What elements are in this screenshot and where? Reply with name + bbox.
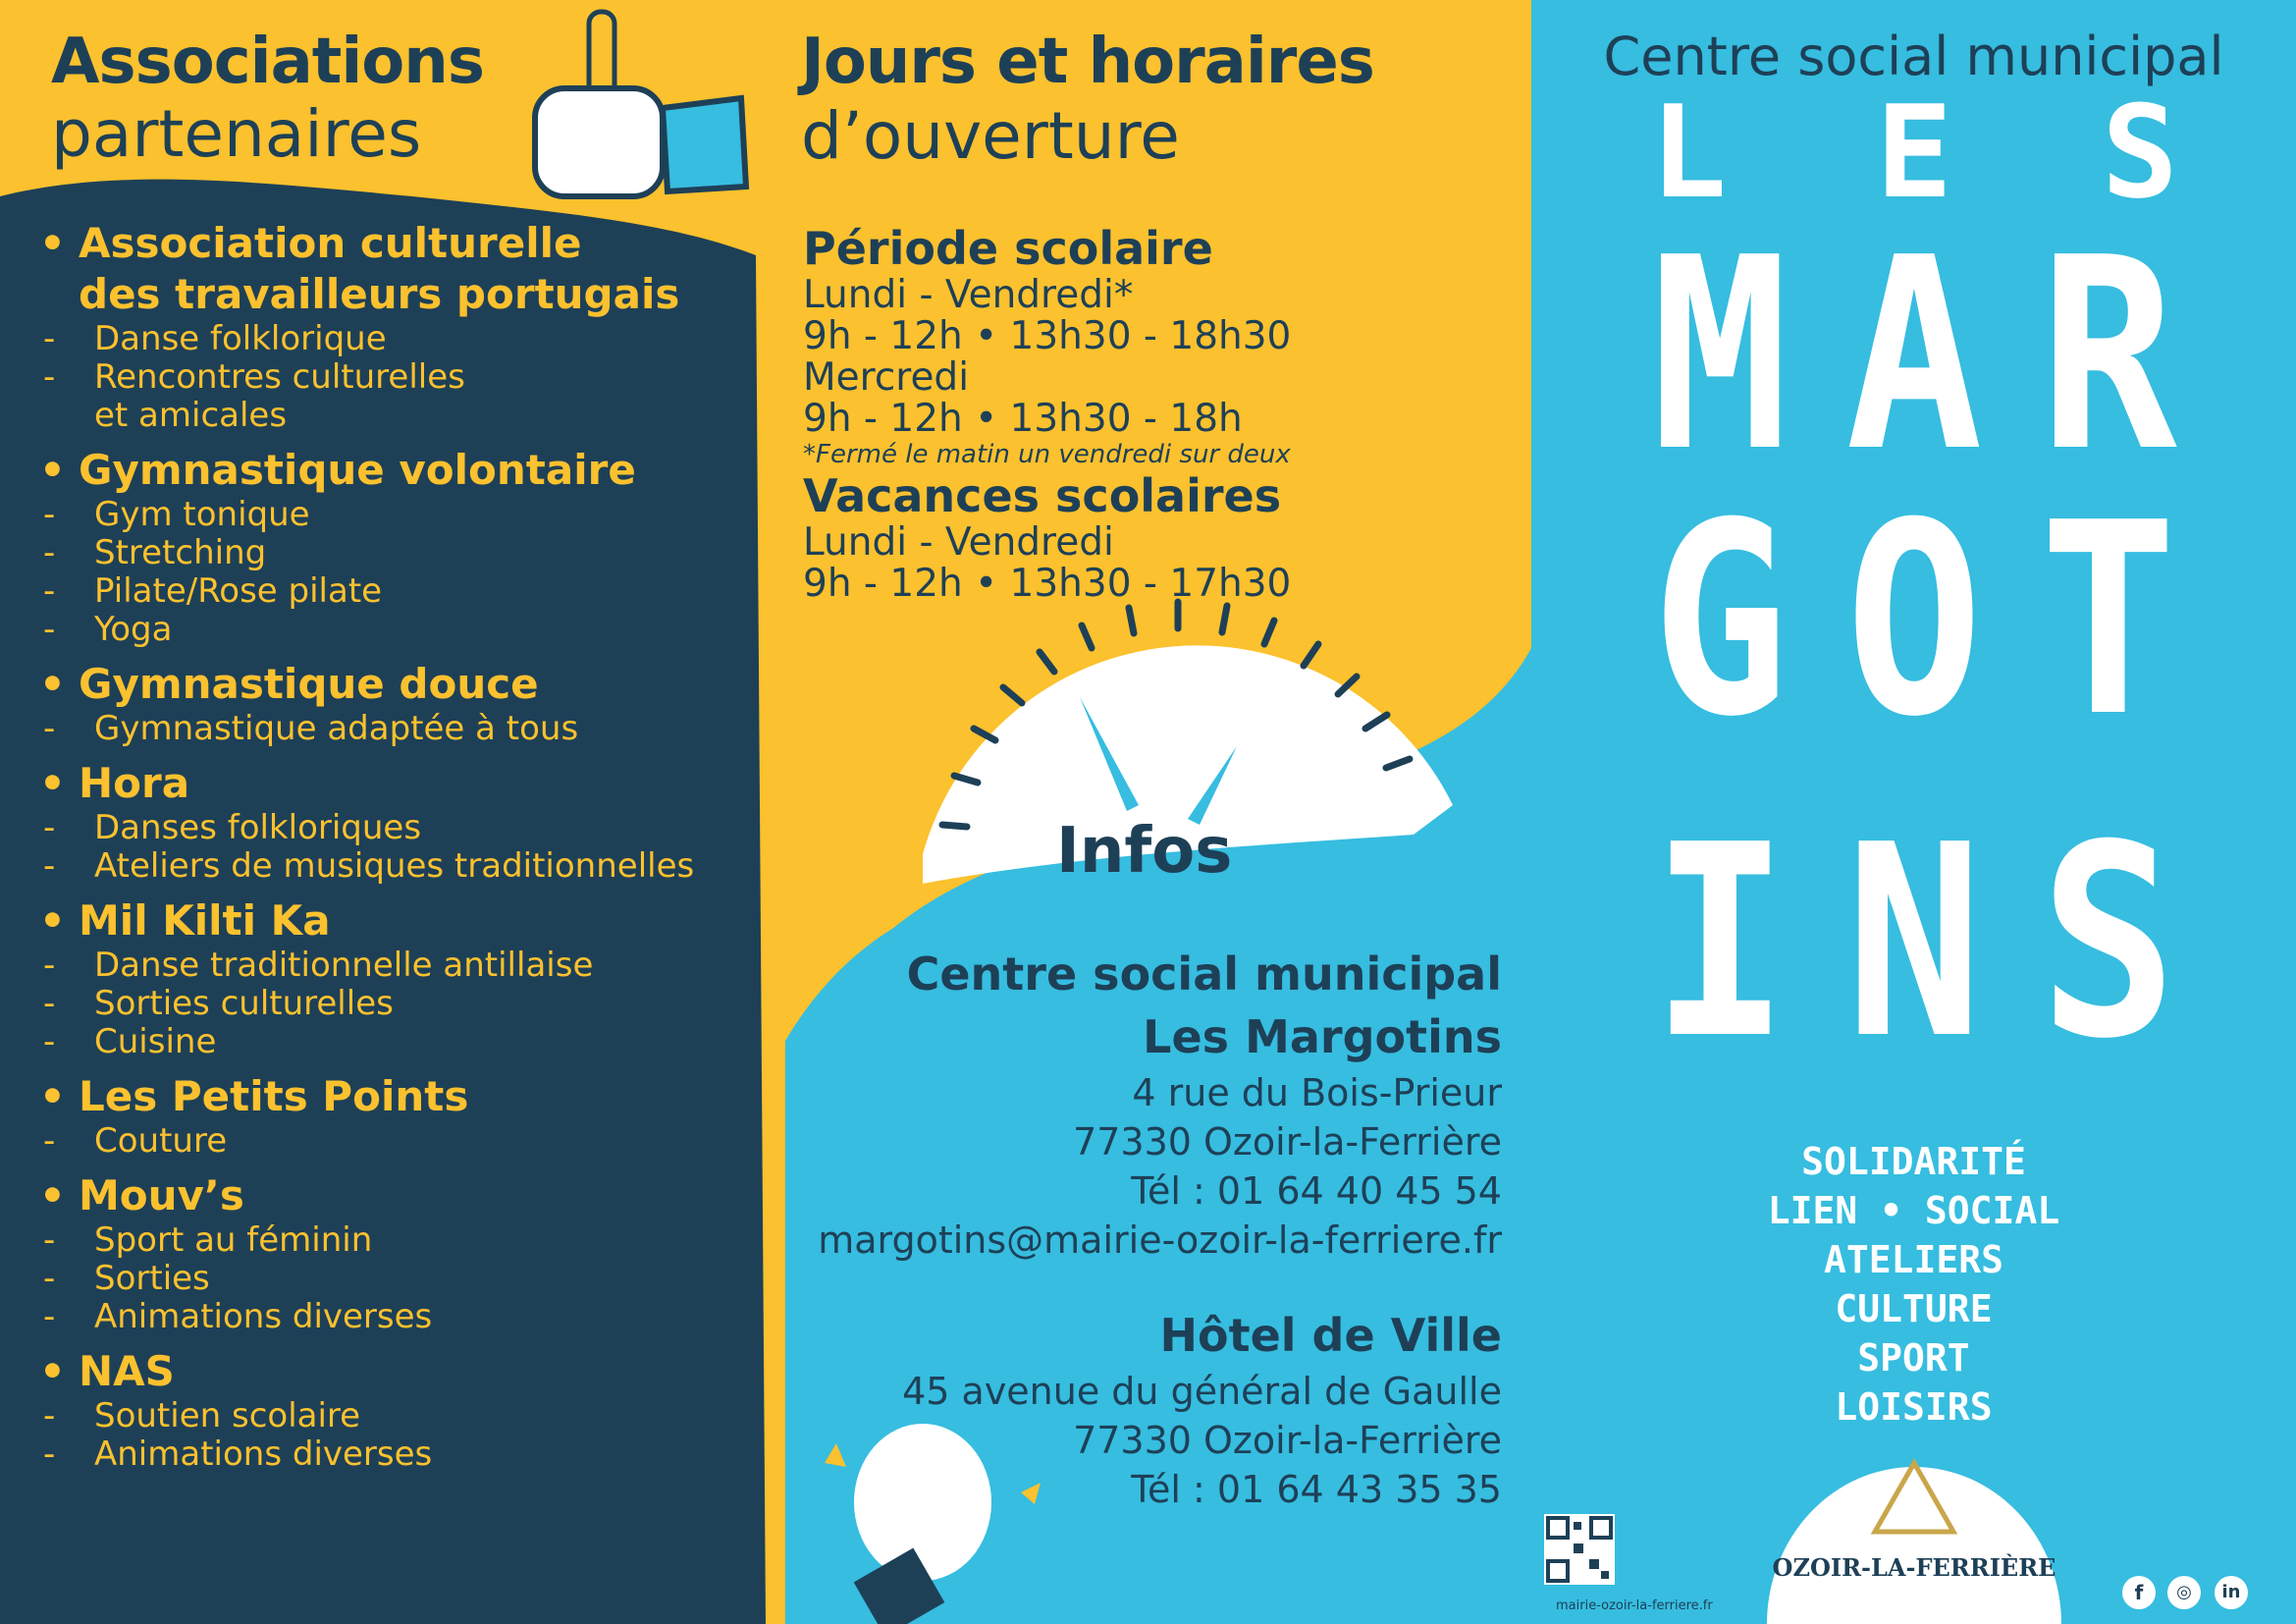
letter: E bbox=[1875, 78, 1953, 227]
activity-item bbox=[39, 1298, 766, 1336]
activity-text: Animations diverses bbox=[94, 1435, 433, 1474]
periode-scolaire-title: Période scolaire bbox=[803, 222, 1213, 275]
themes-list bbox=[1531, 1137, 2296, 1432]
bullet-icon: • bbox=[39, 1171, 66, 1219]
bullet-icon: • bbox=[39, 219, 66, 267]
association-name-text: Mil Kilti Ka bbox=[79, 896, 331, 945]
vacances-scolaires-title: Vacances scolaires bbox=[803, 469, 1282, 522]
theme-item: ATELIERS bbox=[1823, 1238, 2004, 1281]
theme-item: LIEN • SOCIAL bbox=[1767, 1189, 2060, 1232]
association-item bbox=[39, 1170, 766, 1336]
activity-text: Cuisine bbox=[94, 1022, 217, 1061]
activity-item bbox=[39, 847, 766, 886]
letter: T bbox=[2039, 465, 2177, 775]
association-name-text: Les Petits Points bbox=[79, 1072, 469, 1120]
centre-subtitle: Centre social municipal bbox=[1603, 26, 2224, 87]
centre-email[interactable]: margotins@mairie-ozoir-la-ferriere.fr bbox=[818, 1218, 1502, 1262]
activity-text: Danse folklorique bbox=[94, 319, 387, 358]
activity-item bbox=[39, 985, 766, 1023]
activity-item bbox=[39, 358, 766, 435]
hotel-name: Hôtel de Ville bbox=[1159, 1309, 1502, 1362]
activity-text: Gymnastique adaptée à tous bbox=[94, 709, 579, 748]
activity-text: Pilate/Rose pilate bbox=[94, 571, 383, 611]
periode-hours-1: 9h - 12h • 13h30 - 18h30 bbox=[803, 314, 1292, 358]
dash-icon: - bbox=[43, 1435, 56, 1474]
activity-item bbox=[39, 534, 766, 572]
periode-note: *Fermé le matin un vendredi sur deux bbox=[803, 440, 1291, 469]
centre-name-2: Les Margotins bbox=[1143, 1010, 1502, 1063]
activity-text: Stretching bbox=[94, 533, 267, 572]
association-item bbox=[39, 659, 766, 748]
letter: G bbox=[1651, 465, 1789, 775]
dash-icon: - bbox=[43, 1220, 56, 1260]
periode-days-1: Lundi - Vendredi* bbox=[803, 273, 1134, 317]
association-name bbox=[39, 218, 766, 320]
centre-phone: Tél : 01 64 40 45 54 bbox=[1131, 1169, 1502, 1213]
big-title-les bbox=[1590, 78, 2238, 227]
linkedin-icon[interactable]: in bbox=[2215, 1576, 2248, 1609]
vacances-days: Lundi - Vendredi bbox=[803, 520, 1114, 565]
periode-days-2: Mercredi bbox=[803, 355, 970, 400]
activity-item bbox=[39, 1023, 766, 1061]
hours-title: Jours et horaires bbox=[801, 26, 1374, 98]
qr-code-icon[interactable] bbox=[1544, 1514, 1615, 1585]
vacances-hours: 9h - 12h • 13h30 - 17h30 bbox=[803, 562, 1292, 606]
association-name bbox=[39, 758, 766, 809]
activity-item bbox=[39, 1260, 766, 1298]
theme-item: SPORT bbox=[1857, 1336, 1970, 1380]
hotel-address-1: 45 avenue du général de Gaulle bbox=[902, 1370, 1502, 1413]
activity-item bbox=[39, 1397, 766, 1435]
dash-icon: - bbox=[43, 319, 56, 358]
dash-icon: - bbox=[43, 571, 56, 611]
letter: S bbox=[2039, 787, 2177, 1097]
dash-icon: - bbox=[43, 846, 56, 886]
theme-item: LOISIRS bbox=[1835, 1385, 1993, 1429]
association-item bbox=[39, 895, 766, 1061]
activity-item bbox=[39, 572, 766, 611]
theme-item: CULTURE bbox=[1835, 1287, 1993, 1330]
website-link[interactable]: mairie-ozoir-la-ferriere.fr bbox=[1556, 1598, 1713, 1613]
activity-text: Danses folkloriques bbox=[94, 808, 422, 847]
dash-icon: - bbox=[43, 1259, 56, 1298]
infos-title: Infos bbox=[1056, 815, 1233, 888]
activity-text: Yoga bbox=[94, 610, 173, 649]
centre-name-1: Centre social municipal bbox=[906, 947, 1502, 1001]
dash-icon: - bbox=[43, 946, 56, 985]
activity-item bbox=[39, 710, 766, 748]
activity-text: Animations diverses bbox=[94, 1297, 433, 1336]
activity-text: Rencontres culturelles et amicales bbox=[94, 357, 465, 435]
association-item bbox=[39, 1071, 766, 1161]
dash-icon: - bbox=[43, 1396, 56, 1435]
big-title-row-3 bbox=[1635, 787, 2193, 1097]
activity-item bbox=[39, 1435, 766, 1474]
opening-hours bbox=[803, 222, 1291, 605]
activity-text: Ateliers de musiques traditionnelles bbox=[94, 846, 695, 886]
dash-icon: - bbox=[43, 1297, 56, 1336]
bullet-icon: • bbox=[39, 1347, 66, 1395]
ozoir-logo-text: OZOIR-LA-FERRIÈRE bbox=[1772, 1553, 2056, 1582]
activity-item bbox=[39, 496, 766, 534]
letter: R bbox=[2039, 200, 2177, 510]
association-item bbox=[39, 1346, 766, 1474]
activity-item bbox=[39, 320, 766, 358]
dash-icon: - bbox=[43, 808, 56, 847]
activity-text: Couture bbox=[94, 1121, 228, 1161]
activity-text: Gym tonique bbox=[94, 495, 310, 534]
dash-icon: - bbox=[43, 984, 56, 1023]
association-name bbox=[39, 1346, 766, 1397]
dash-icon: - bbox=[43, 1121, 56, 1161]
dash-icon: - bbox=[43, 1022, 56, 1061]
dash-icon: - bbox=[43, 357, 56, 397]
contact-info bbox=[818, 943, 1502, 1514]
activity-text: Soutien scolaire bbox=[94, 1396, 361, 1435]
bullet-icon: • bbox=[39, 1072, 66, 1120]
big-title-row-2 bbox=[1635, 465, 2193, 775]
association-name-text: Mouv’s bbox=[79, 1171, 244, 1219]
association-name-text: NAS bbox=[79, 1347, 175, 1395]
letter: N bbox=[1845, 787, 1983, 1097]
association-name bbox=[39, 1170, 766, 1221]
associations-subtitle: partenaires bbox=[51, 96, 422, 172]
centre-address-1: 4 rue du Bois-Prieur bbox=[1132, 1071, 1502, 1114]
association-name-text: Hora bbox=[79, 759, 190, 807]
association-item bbox=[39, 758, 766, 886]
association-name bbox=[39, 445, 766, 496]
activity-text: Sorties bbox=[94, 1259, 210, 1298]
association-name-text: Gymnastique volontaire bbox=[79, 446, 636, 494]
association-name bbox=[39, 659, 766, 710]
activity-item bbox=[39, 947, 766, 985]
letter: O bbox=[1845, 465, 1983, 775]
letter: L bbox=[1649, 78, 1728, 227]
bullet-icon: • bbox=[39, 446, 66, 494]
instagram-icon[interactable]: ◎ bbox=[2167, 1576, 2201, 1609]
letter: M bbox=[1651, 200, 1789, 510]
association-name bbox=[39, 1071, 766, 1122]
hotel-address-2: 77330 Ozoir-la-Ferrière bbox=[1073, 1419, 1502, 1462]
dash-icon: - bbox=[43, 610, 56, 649]
periode-hours-2: 9h - 12h • 13h30 - 18h bbox=[803, 397, 1243, 441]
letter: A bbox=[1845, 200, 1983, 510]
association-name-text: Association culturelle des travailleurs portugais bbox=[79, 219, 680, 318]
facebook-icon[interactable]: f bbox=[2122, 1576, 2156, 1609]
centre-address-2: 77330 Ozoir-la-Ferrière bbox=[1073, 1120, 1502, 1164]
association-item bbox=[39, 218, 766, 435]
activity-item bbox=[39, 611, 766, 649]
hotel-phone: Tél : 01 64 43 35 35 bbox=[1131, 1468, 1502, 1511]
activity-item bbox=[39, 809, 766, 847]
association-name bbox=[39, 895, 766, 947]
letter: S bbox=[2101, 78, 2179, 227]
activity-text: Sorties culturelles bbox=[94, 984, 394, 1023]
big-title-row-1 bbox=[1635, 200, 2193, 510]
associations-list bbox=[39, 218, 766, 1484]
activity-item bbox=[39, 1221, 766, 1260]
activity-item bbox=[39, 1122, 766, 1161]
dash-icon: - bbox=[43, 533, 56, 572]
bullet-icon: • bbox=[39, 759, 66, 807]
activity-text: Sport au féminin bbox=[94, 1220, 373, 1260]
dash-icon: - bbox=[43, 495, 56, 534]
bullet-icon: • bbox=[39, 660, 66, 708]
dash-icon: - bbox=[43, 709, 56, 748]
hours-subtitle: d’ouverture bbox=[801, 98, 1180, 174]
bullet-icon: • bbox=[39, 896, 66, 945]
logo-badge bbox=[1767, 1467, 2061, 1624]
theme-item: SOLIDARITÉ bbox=[1801, 1140, 2026, 1183]
association-name-text: Gymnastique douce bbox=[79, 660, 539, 708]
letter: I bbox=[1651, 787, 1789, 1097]
activity-text: Danse traditionnelle antillaise bbox=[94, 946, 594, 985]
associations-title: Associations bbox=[51, 26, 484, 98]
association-item bbox=[39, 445, 766, 649]
